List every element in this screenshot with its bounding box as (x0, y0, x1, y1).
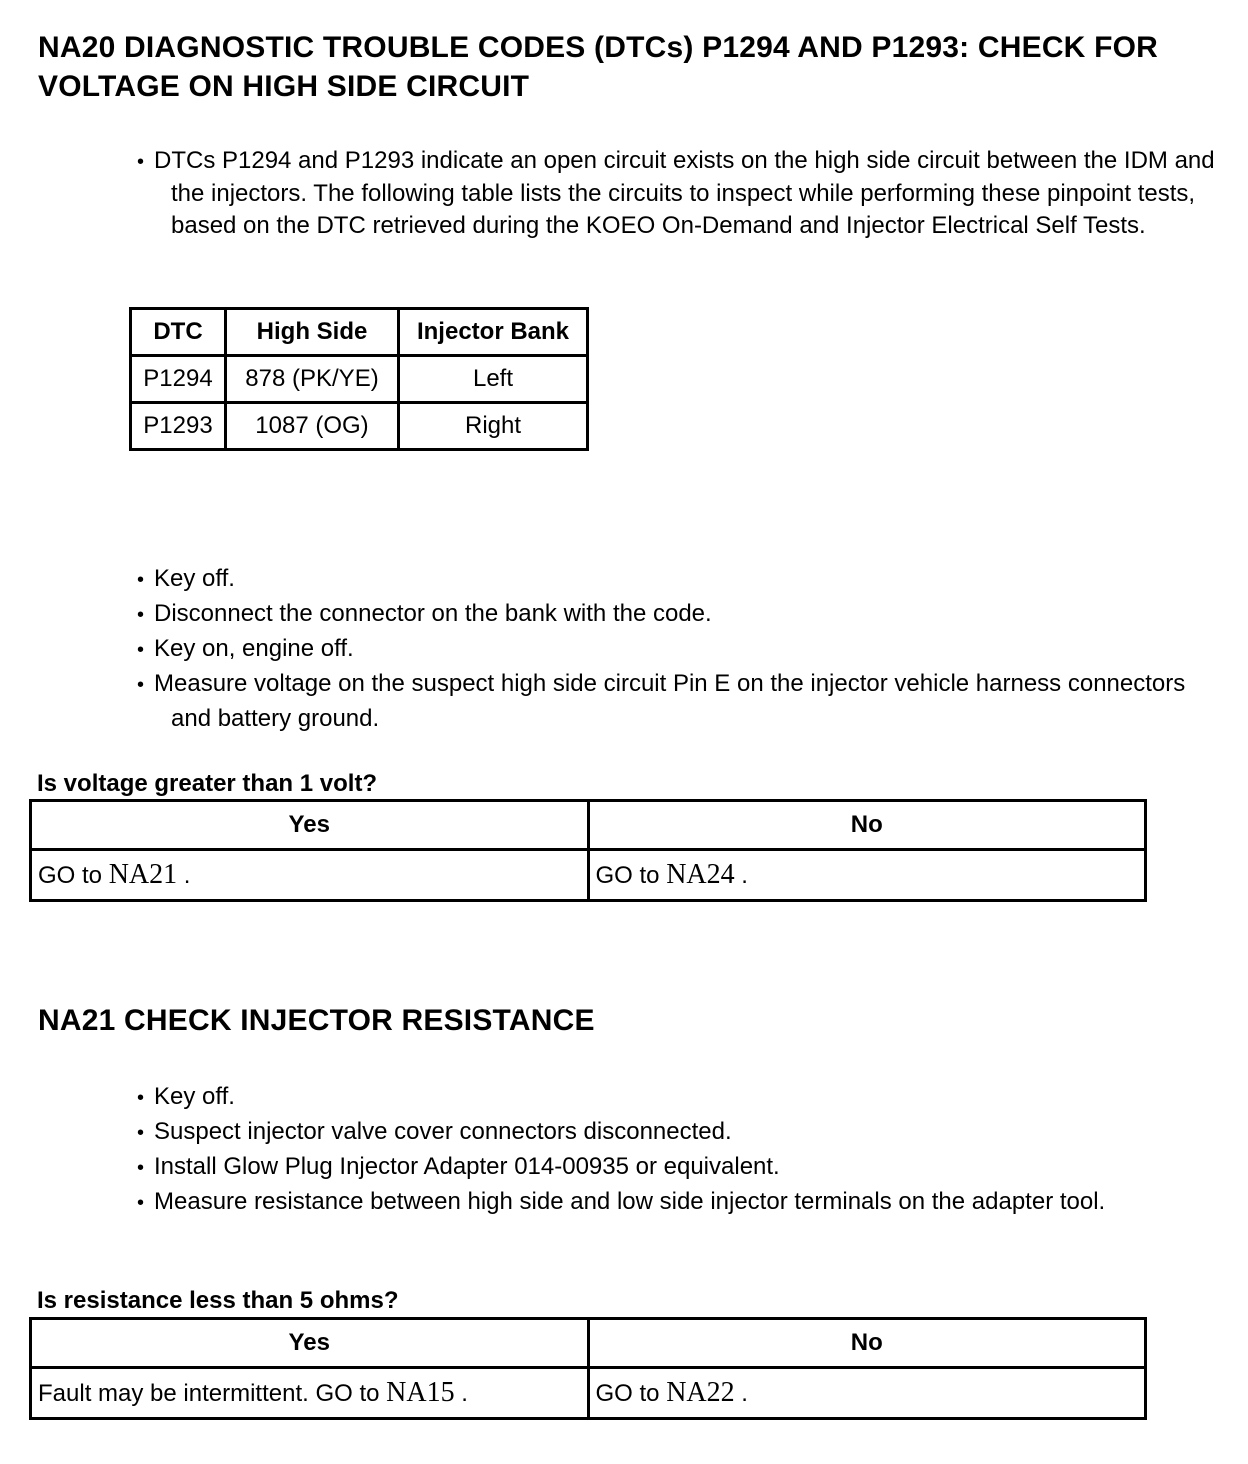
no-header: No (588, 1319, 1146, 1368)
link-na21[interactable]: NA21 (108, 859, 178, 890)
step: • Key off. (120, 1080, 1220, 1115)
na21-title: NA21 CHECK INJECTOR RESISTANCE (38, 1004, 595, 1037)
na21-question: Is resistance less than 5 ohms? (37, 1287, 399, 1314)
step: • Key on, engine off. (120, 632, 1220, 667)
suffix: . (454, 1380, 468, 1407)
step: • Key off. (120, 562, 1220, 597)
col-dtc: DTC (131, 309, 226, 356)
link-na24[interactable]: NA24 (666, 859, 735, 890)
yes-cell (31, 1368, 589, 1419)
na20-steps (120, 562, 1220, 735)
step: • Measure resistance between high side and low side injector terminals on the adapter tool. (120, 1185, 1220, 1220)
no-text: GO to (595, 1380, 667, 1407)
no-cell (588, 850, 1146, 901)
link-na15[interactable]: NA15 (386, 1377, 455, 1408)
na20-intro-list (120, 145, 1220, 242)
dtc-table (129, 307, 589, 451)
table-row (131, 356, 588, 403)
step: • Measure voltage on the suspect high side circuit Pin E on the injector vehicle harness connectors and battery ground. (120, 667, 1220, 735)
cell-dtc: P1294 (131, 356, 226, 403)
step: • Disconnect the connector on the bank with the code. (120, 597, 1220, 632)
yes-header: Yes (31, 801, 589, 850)
na21-answer-table (29, 1317, 1147, 1420)
no-text: GO to (595, 862, 667, 889)
cell-bank: Left (399, 356, 588, 403)
yes-header: Yes (31, 1319, 589, 1368)
suffix: . (734, 1380, 748, 1407)
cell-dtc: P1293 (131, 403, 226, 450)
cell-bank: Right (399, 403, 588, 450)
col-injector-bank: Injector Bank (399, 309, 588, 356)
col-high-side: High Side (226, 309, 399, 356)
yes-cell (31, 850, 589, 901)
no-header: No (588, 801, 1146, 850)
table-row (131, 403, 588, 450)
cell-high-side: 1087 (OG) (226, 403, 399, 450)
yes-text: Fault may be intermittent. GO to (38, 1380, 387, 1407)
no-cell (588, 1368, 1146, 1419)
na20-question: Is voltage greater than 1 volt? (37, 770, 378, 797)
step: • Suspect injector valve cover connectors disconnected. (120, 1115, 1220, 1150)
na20-intro: • DTCs P1294 and P1293 indicate an open circuit exists on the high side circuit between the IDM and the injectors. The following table lists the circuits to inspect while performing these pinpoint tests, based on the DTC retrieved during the KOEO On-Demand and Injector Electrical Self Tests. (120, 145, 1220, 242)
na21-steps (120, 1080, 1220, 1220)
yes-text: GO to (38, 862, 109, 889)
na20-title: NA20 DIAGNOSTIC TROUBLE CODES (DTCs) P1294 AND P1293: CHECK FOR VOLTAGE ON HIGH SIDE CIRCUIT (38, 31, 1159, 103)
link-na22[interactable]: NA22 (666, 1377, 735, 1408)
cell-high-side: 878 (PK/YE) (226, 356, 399, 403)
table-header-row (131, 309, 588, 356)
step: • Install Glow Plug Injector Adapter 014-00935 or equivalent. (120, 1150, 1220, 1185)
suffix: . (177, 862, 191, 889)
suffix: . (734, 862, 748, 889)
na20-answer-table (29, 799, 1147, 902)
